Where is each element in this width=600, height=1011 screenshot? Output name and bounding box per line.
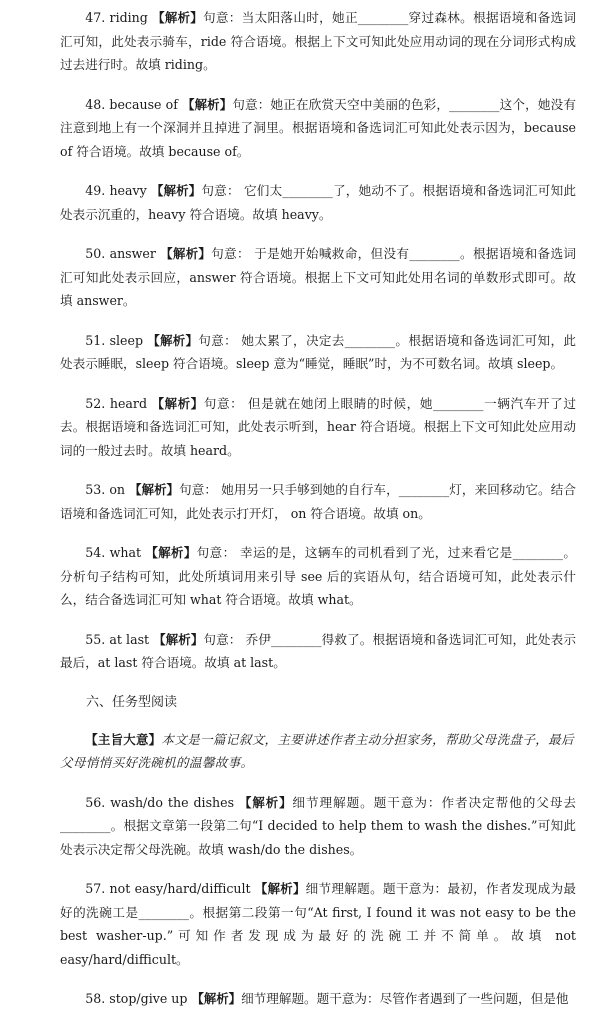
entry-52: [60, 392, 576, 463]
entry-57: [60, 877, 576, 971]
entry-text: 细节理解题。题干意为：最初，作者发现成为最好的洗碗工是________。根据第二段第一句“At first, I found it was not easy to be the best washer-up.”可知作者发现成为最好的洗碗工并不简单。故填 not easy/hard/difficult。: [60, 881, 576, 967]
entry-53: [60, 478, 576, 525]
entry-answer: answer: [109, 246, 156, 261]
analysis-tag: 【解析】: [145, 545, 197, 560]
main-idea: [60, 728, 576, 775]
entry-number: 57.: [85, 881, 106, 896]
entry-text: 句意：当太阳落山时，她正________穿过森林。根据语境和备选词汇可知，此处表示骑车，ride 符合语境。根据上下文可知此处应用动词的现在分词形式构成过去进行时。故填 riding。: [60, 10, 577, 72]
analysis-tag: 【解析】: [191, 991, 242, 1006]
entry-text: 句意： 她太累了，决定去________。根据语境和备选词汇可知，此处表示睡眠，sleep 符合语境。sleep 意为“睡觉，睡眠”时，为不可数名词。故填 sleep。: [60, 332, 576, 371]
analysis-tag: 【解析】: [254, 881, 306, 896]
entry-answer: on: [109, 482, 126, 497]
entry-49: [60, 179, 576, 226]
analysis-tag: 【解析】: [129, 482, 180, 497]
entry-56: [60, 791, 576, 862]
entry-number: 49.: [85, 183, 106, 198]
entry-50: [60, 242, 576, 313]
analysis-tag: 【解析】: [239, 794, 293, 810]
entry-text: 句意： 幸运的是，这辆车的司机看到了光，过来看它是________。分析句子结构可知，此处所填词用来引导 see 后的宾语从句，结合语境可知，此处表示什么，结合备选词汇可知 what 符合语境。故填 what。: [60, 545, 576, 607]
entry-number: 47.: [85, 10, 106, 25]
entry-text: 句意： 乔伊________得救了。根据语境和备选词汇可知，此处表示最后，at last 符合语境。故填 at last。: [60, 631, 576, 670]
analysis-tag: 【解析】: [151, 395, 204, 411]
entry-number: 58.: [85, 991, 106, 1006]
entry-48: [60, 93, 576, 164]
entry-number: 48.: [85, 96, 106, 112]
entry-number: 54.: [85, 545, 106, 560]
entry-47: [60, 6, 576, 77]
analysis-tag: 【解析】: [152, 10, 203, 25]
entry-answer: heavy: [109, 183, 147, 198]
entry-answer: sleep: [109, 332, 144, 348]
entry-number: 53.: [85, 482, 106, 497]
entry-51: [60, 329, 576, 376]
entry-answer: heard: [109, 395, 148, 411]
entry-55: [60, 628, 576, 675]
main-idea-tag: 【主旨大意】: [85, 731, 162, 747]
entry-text: 细节理解题。题干意为：尽管作者遇到了一些问题，但是他: [241, 991, 569, 1006]
entry-answer: wash/do the dishes: [110, 794, 235, 810]
entry-number: 55.: [85, 631, 106, 647]
analysis-tag: 【解析】: [153, 631, 204, 647]
entry-answer: stop/give up: [109, 991, 188, 1006]
entry-text: 句意： 于是她开始喊救命，但没有________。根据语境和备选词汇可知此处表示回应，answer 符合语境。根据上下文可知此处用名词的单数形式即可。故填 answer。: [60, 246, 576, 308]
entry-number: 52.: [85, 395, 106, 411]
main-idea-text: 本文是一篇记叙文，主要讲述作者主动分担家务，帮助父母洗盘子，最后父母悄悄买好洗碗机的温馨故事。: [60, 731, 574, 770]
analysis-tag: 【解析】: [150, 183, 202, 198]
entry-text: 句意：她正在欣赏天空中美丽的色彩，________这个，她没有注意到地上有一个深洞并且掉进了洞里。根据语境和备选词汇可知此处表示因为，because of 符合语境。故填 because of。: [60, 96, 576, 159]
entry-54: [60, 541, 576, 612]
analysis-tag: 【解析】: [147, 332, 199, 348]
entry-answer: riding: [109, 10, 148, 25]
analysis-tag: 【解析】: [182, 96, 233, 112]
entry-text: 细节理解题。题干意为：作者决定帮他的父母去________。根据文章第一段第二句“I decided to help them to wash the dishes.”可知此处表示决定帮父母洗碗。故填 wash/do the dishes。: [60, 794, 576, 857]
entry-answer: what: [109, 545, 142, 560]
entry-number: 51.: [85, 332, 106, 348]
entry-answer: because of: [109, 96, 178, 112]
section-title: 六、任务型阅读: [86, 694, 178, 710]
entry-text: 句意： 它们太________了，她动不了。根据语境和备选词汇可知此处表示沉重的，heavy 符合语境。故填 heavy。: [60, 183, 576, 222]
entry-58: [60, 987, 576, 1011]
entry-number: 56.: [85, 794, 106, 810]
entry-answer: at last: [109, 631, 150, 647]
entry-text: 句意： 她用另一只手够到她的自行车，________灯，来回移动它。结合语境和备选词汇可知，此处表示打开灯， on 符合语境。故填 on。: [60, 482, 576, 521]
entry-answer: not easy/hard/difficult: [109, 881, 251, 896]
entry-number: 50.: [85, 246, 106, 261]
analysis-tag: 【解析】: [160, 246, 212, 261]
answer-key-page: [60, 6, 576, 1011]
entry-text: 句意： 但是就在她闭上眼睛的时候，她________一辆汽车开了过去。根据语境和备选词汇可知，此处表示听到，hear 符合语境。根据上下文可知此处应用动词的一般过去时。故填 heard。: [60, 395, 577, 458]
